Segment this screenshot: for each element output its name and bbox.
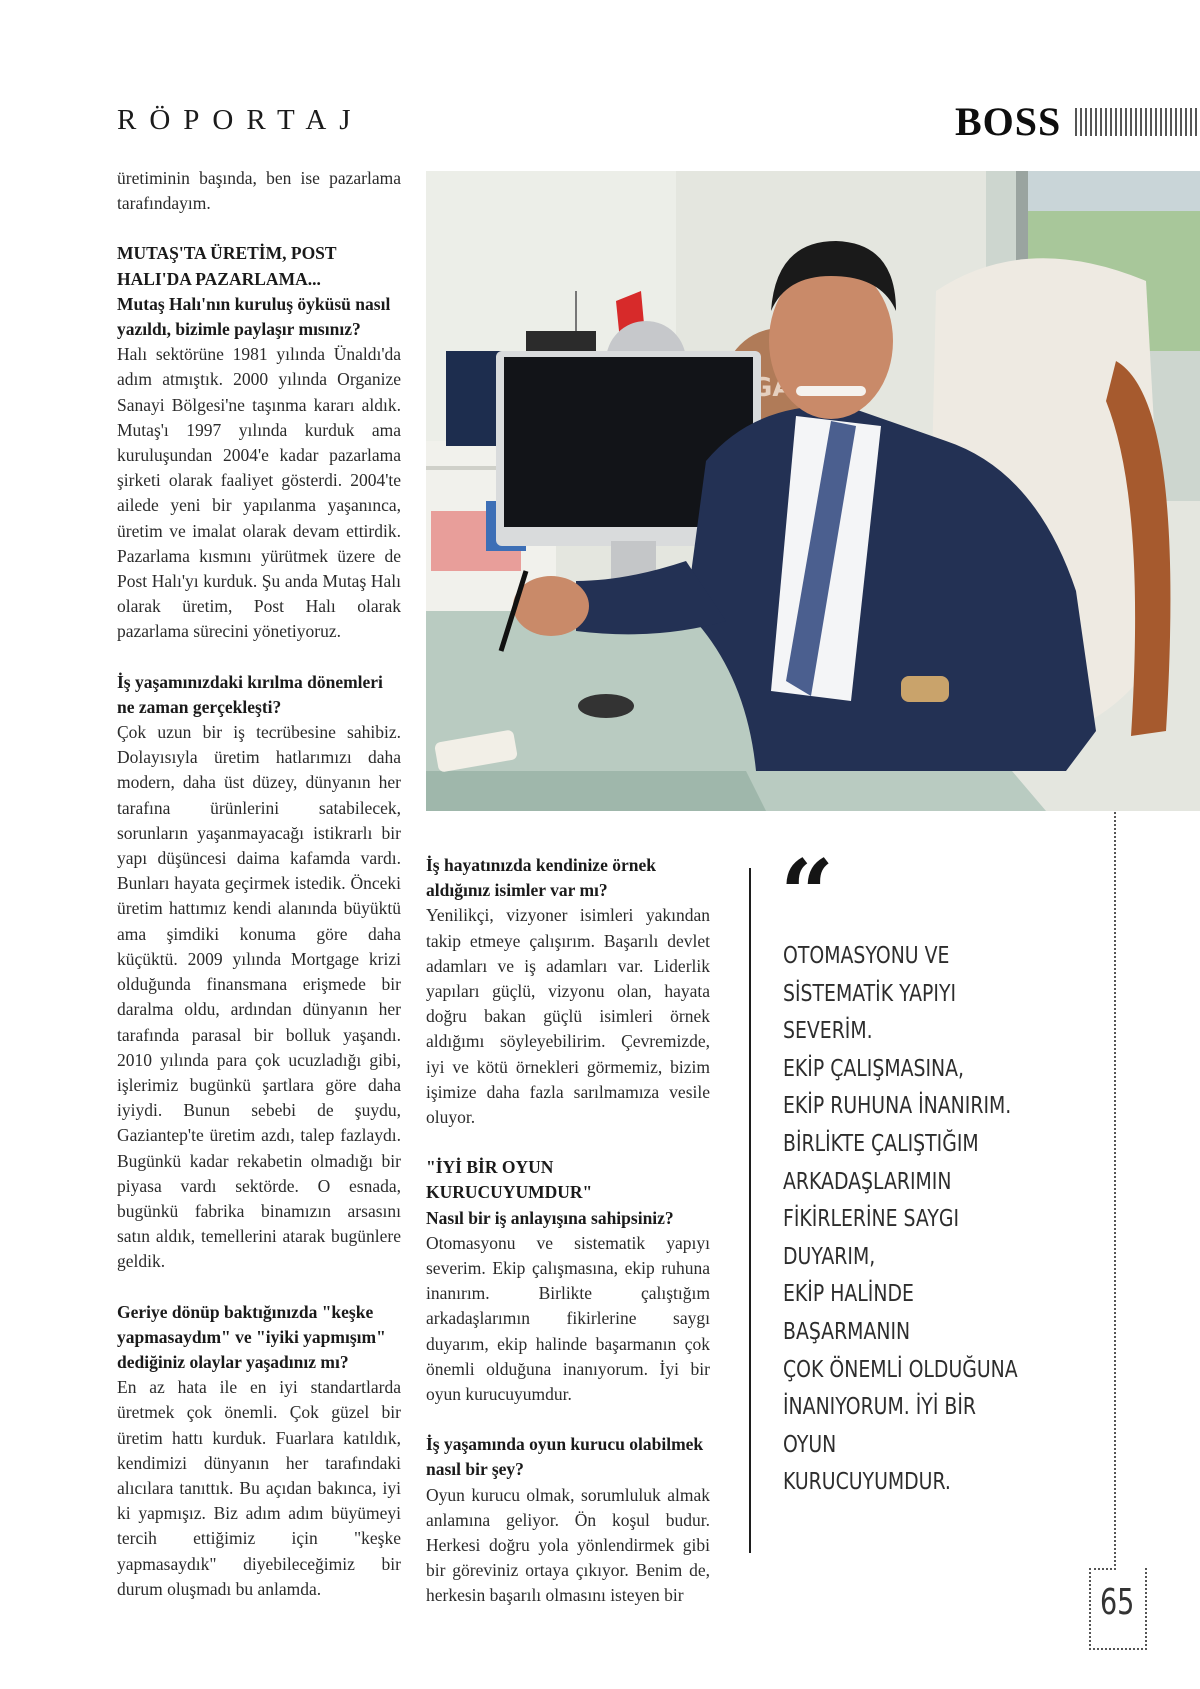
dotted-frame-line <box>1114 812 1116 1570</box>
article-column-left <box>117 166 401 1602</box>
question: İş yaşamınızdaki kırılma dönemleri ne zaman gerçekleşti? <box>117 671 383 717</box>
answer: Otomasyonu ve sistematik yapıyı severim. Ekip çalışmasına, ekip ruhuna inanırım. Birlikte çalıştığım arkadaşlarımın fikirlerine saygı duyarım, ekip halinde başarmanın çok önemli olduğuna inanıyorum. İyi bir oyun kurucuyumdur. <box>426 1232 710 1405</box>
quote-mark-icon: “ <box>780 840 835 950</box>
dotted-frame-line <box>1089 1568 1116 1570</box>
question: İş hayatınızda kendinize örnek aldığınız isimler var mı? <box>426 855 656 901</box>
subheading: MUTAŞ'TA ÜRETİM, POST HALI'DA PAZARLAMA... <box>117 243 337 289</box>
answer: Oyun kurucu olmak, sorumluluk almak anlamına geliyor. Ön koşul budur. Herkesi doğru yola yönlendirmek gibi bir göreviniz ortaya çıkıyor. Benim de, herkesin başarılı olmasını isteyen bir <box>426 1484 710 1606</box>
pullquote-divider <box>749 868 751 1553</box>
logo-stripes <box>1075 108 1200 136</box>
magazine-logo: BOSS <box>955 99 1062 144</box>
answer: Halı sektörüne 1981 yılında Ünaldı'da adım atmıştık. 2000 yılında Organize Sanayi Bölgesi'ne taşınma kararı aldık. Mutaş'ı 1997 yılında kurduk ama kuruluşundan 2004'e kadar pazarlama şirketi olarak faaliyet gösterdi. 2004'te ailede yeni bir yapılanma yaşanınca, üretim ve imalat olarak devam ettirdik. Pazarlama kısmını yürütmek üzere de Post Halı'yı kurduk. Şu anda Mutaş Halı olarak üretim, Post Halı olarak pazarlama sürecini yönetiyoruz. <box>117 344 401 642</box>
dotted-frame-line <box>1089 1568 1091 1650</box>
interview-photo <box>426 171 1200 811</box>
pullquote: OTOMASYONU VE SİSTEMATİK YAPIYI SEVERİM. EKİP ÇALIŞMASINA, EKİP RUHUNA İNANIRIM. BİRLİKTE ÇALIŞTIĞIM ARKADAŞLARIMIN FİKİRLERİNE SAYGI DUYARIM, EKİP HALİNDE BAŞARMANIN ÇOK ÖNEMLİ OLDUĞUNA İNANIYORUM. İYİ BİR OYUN KURUCUYUMDUR. <box>783 943 1018 1496</box>
subheading: "İYİ BİR OYUN KURUCUYUMDUR" <box>426 1157 593 1203</box>
dotted-frame-line <box>1145 1568 1147 1650</box>
section-label: RÖPORTAJ <box>117 104 364 136</box>
answer: En az hata ile en iyi standartlarda üretmek çok önemli. Çok güzel bir üretim hattı kurduk. Fuarlara katıldık, kendimizi dünyanın her tarafındaki alıcılara tanıttık. Bu açıdan bakınca, iyi ki yapmışız. Biz adım adım büyümeyi tercih ettiğimiz için "keşke yapmasaydık" diyebileceğimiz bir durum oluşmadı bu anlamda. <box>117 1377 401 1599</box>
page-number: 65 <box>1100 1582 1135 1623</box>
question: İş yaşamında oyun kurucu olabilmek nasıl bir şey? <box>426 1434 704 1480</box>
question: Nasıl bir iş anlayışına sahipsiniz? <box>426 1207 674 1228</box>
answer: Yenilikçi, vizyoner isimleri yakından takip etmeye çalışırım. Başarılı devlet adamları ve iş adamları var. Liderlik yapıları güçlü, vizyonu olan, hayata doğru bakan güçlü isimleri örnek aldığımı söyleyebilirim. Çevremizde, iyi ve kötü örnekleri görmemiz, bizim işimize daha fazla sarılmamıza vesile oluyor. <box>426 905 710 1128</box>
question: Geriye dönüp baktığınızda "keşke yapmasaydım" ve "iyiki yapmışım" dediğiniz olaylar yaşadınız mı? <box>117 1301 386 1372</box>
dotted-frame-line <box>1089 1648 1147 1650</box>
article-column-middle <box>426 853 710 1609</box>
answer: Çok uzun bir iş tecrübesine sahibiz. Dolayısıyla üretim hatlarımızı daha modern, daha üst düzey, dünyanın her tarafına ürünlerini satabilecek, sorunların yaşanmayacağı istikrarlı bir yapı düşüncesi daima kafamda vardı. Bunları hayata geçirmek istedik. Önceki üretim hattımız kendi alanında büyüktü ama şimdiki konuma göre daha küçüktü. 2009 yılında Mortgage krizi olduğunda finansmana erişmede bir daralma oldu, ardından dünyanın her tarafında parasal bir bolluk yaşandı. 2010 yılında para çok ucuzladığı gibi, işlerimiz bugünkü şartlara göre daha iyiydi. Bunun sebebi de şuydu, Gaziantep'te üretim azdı, talep fazlaydı. Bugünkü kadar rekabetin olmadığı bir piyasa vardı sektörde. O esnada, bugünkü fabrika binamızın arsasını satın aldık, temellerini atarak bugünlere geldik. <box>117 722 401 1272</box>
paragraph: üretiminin başında, ben ise pazarlama tarafındayım. <box>117 168 401 214</box>
question: Mutaş Halı'nın kuruluş öyküsü nasıl yazıldı, bizimle paylaşır mısınız? <box>117 293 391 340</box>
